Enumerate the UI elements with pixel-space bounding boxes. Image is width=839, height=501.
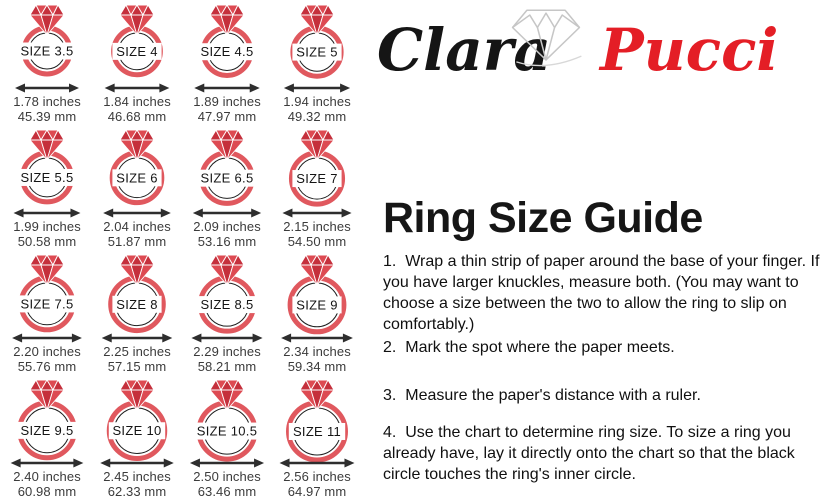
ring-measurements: [193, 344, 261, 374]
brand-word-pucci: Pucci: [600, 16, 779, 84]
ring-mm: 60.98 mm: [17, 484, 77, 499]
ring-mm: 63.46 mm: [197, 484, 257, 499]
diameter-arrow-icon: [282, 209, 351, 218]
ring-mm: 57.15 mm: [107, 359, 167, 374]
ring-graphic: [272, 2, 362, 94]
ring-measurements: [283, 344, 351, 374]
ring-mm: 51.87 mm: [107, 234, 167, 249]
ring-graphic: [272, 252, 362, 344]
ring-graphic: [92, 377, 182, 469]
instruction-step-3: 3. Measure the paper's distance with a ruler.: [383, 387, 701, 404]
diameter-arrow-icon: [193, 209, 261, 218]
ring-size-label: SIZE 8: [116, 296, 158, 312]
ring-cell: [272, 250, 362, 375]
ring-size-label: SIZE 5.5: [20, 169, 74, 185]
ring-mm: 49.32 mm: [287, 109, 347, 124]
ring-inches: 2.50 inches: [193, 469, 261, 484]
ring-cell: [92, 375, 182, 500]
ring-size-label: SIZE 8.5: [200, 297, 254, 313]
ring-size-label: SIZE 9.5: [20, 422, 74, 438]
ring-cell: [2, 375, 92, 500]
ring-inches: 2.45 inches: [103, 469, 171, 484]
ring-measurements: [13, 94, 81, 124]
ring-inches: 1.84 inches: [103, 94, 171, 109]
ring-graphic: [182, 377, 272, 469]
ring-cell: [182, 0, 272, 125]
ring-inches: 2.25 inches: [103, 344, 171, 359]
diameter-arrow-icon: [105, 84, 170, 93]
ring-measurements: [103, 94, 171, 124]
ring-graphic: [2, 377, 92, 469]
ring-size-label: SIZE 10: [112, 423, 162, 439]
diameter-arrow-icon: [281, 334, 353, 343]
ring-inches: 2.29 inches: [193, 344, 261, 359]
ring-cell: [2, 250, 92, 375]
right-panel: [375, 0, 837, 501]
ring-graphic: [182, 127, 272, 219]
ring-cell: [2, 125, 92, 250]
ring-cell: [92, 125, 182, 250]
diameter-arrow-icon: [12, 334, 82, 343]
ring-inches: 2.34 inches: [283, 344, 351, 359]
ring-inches: 1.78 inches: [13, 94, 81, 109]
ring-size-label: SIZE 6: [116, 170, 158, 186]
ring-graphic: [272, 127, 362, 219]
ring-mm: 47.97 mm: [197, 109, 257, 124]
diameter-arrow-icon: [102, 334, 173, 343]
ring-measurements: [103, 469, 171, 499]
ring-measurements: [103, 219, 171, 249]
ring-size-label: SIZE 3.5: [20, 43, 74, 59]
ring-cell: [182, 125, 272, 250]
instruction-step-4: 4. Use the chart to determine ring size. To size a ring you already have, lay it directly onto the chart so that the black circle touches the ring's inner circle.: [383, 424, 800, 483]
ring-size-label: SIZE 7.5: [20, 296, 74, 312]
ring-inches: 2.09 inches: [193, 219, 261, 234]
ring-mm: 62.33 mm: [107, 484, 167, 499]
ring-graphic: [2, 252, 92, 344]
page-title: Ring Size Guide: [383, 194, 703, 242]
diameter-arrow-icon: [284, 84, 350, 93]
diameter-arrow-icon: [103, 209, 171, 218]
ring-size-label: SIZE 9: [296, 297, 338, 313]
instruction-step-1: 1. Wrap a thin strip of paper around the base of your finger. If you have larger knuckles, measure both. (You may want to choose a size between the two to allow the ring to slip on comfortably.): [383, 253, 824, 333]
ring-cell: [182, 375, 272, 500]
ring-inches: 2.40 inches: [13, 469, 81, 484]
ring-cell: [92, 250, 182, 375]
ring-graphic: [272, 377, 362, 469]
ring-inches: 2.04 inches: [103, 219, 171, 234]
ring-size-label: SIZE 6.5: [200, 170, 254, 186]
ring-cell: [92, 0, 182, 125]
ring-mm: 46.68 mm: [107, 109, 167, 124]
ring-mm: 54.50 mm: [287, 234, 347, 249]
ring-mm: 55.76 mm: [17, 359, 77, 374]
diameter-arrow-icon: [191, 334, 262, 343]
diameter-arrow-icon: [14, 209, 81, 218]
ring-mm: 53.16 mm: [197, 234, 257, 249]
ring-inches: 2.20 inches: [13, 344, 81, 359]
ring-graphic: [92, 2, 182, 94]
ring-graphic: [2, 127, 92, 219]
ring-measurements: [13, 469, 81, 499]
ring-size-label: SIZE 5: [296, 44, 338, 60]
ring-graphic: [182, 2, 272, 94]
ring-mm: 45.39 mm: [17, 109, 77, 124]
ring-inches: 1.99 inches: [13, 219, 81, 234]
ring-graphic: [182, 252, 272, 344]
ring-graphic: [2, 2, 92, 94]
ring-mm: 59.34 mm: [287, 359, 347, 374]
ring-size-label: SIZE 4: [116, 43, 158, 59]
brand-word-clara: Clara: [377, 16, 551, 84]
ring-measurements: [283, 469, 351, 499]
ring-cell: [182, 250, 272, 375]
diameter-arrow-icon: [194, 84, 259, 93]
ring-mm: 58.21 mm: [197, 359, 257, 374]
brand-logo: [375, 6, 815, 106]
ring-measurements: [103, 344, 171, 374]
diameter-arrow-icon: [15, 84, 79, 93]
ring-measurements: [193, 219, 261, 249]
ring-size-label: SIZE 10.5: [196, 423, 258, 439]
ring-inches: 2.56 inches: [283, 469, 351, 484]
ring-mm: 64.97 mm: [287, 484, 347, 499]
ring-graphic: [92, 127, 182, 219]
instruction-step-2: 2. Mark the spot where the paper meets.: [383, 339, 675, 356]
ring-cell: [2, 0, 92, 125]
ring-cell: [272, 125, 362, 250]
ring-size-label: SIZE 7: [296, 171, 338, 187]
ring-measurements: [13, 219, 81, 249]
ring-size-chart: [2, 0, 370, 501]
ring-inches: 1.89 inches: [193, 94, 261, 109]
ring-inches: 2.15 inches: [283, 219, 351, 234]
ring-measurements: [283, 219, 351, 249]
ring-size-label: SIZE 4.5: [200, 44, 254, 60]
ring-measurements: [13, 344, 81, 374]
ring-cell: [272, 0, 362, 125]
ring-graphic: [92, 252, 182, 344]
diamond-outline-icon: [503, 6, 589, 70]
ring-inches: 1.94 inches: [283, 94, 351, 109]
ring-measurements: [283, 94, 351, 124]
ring-cell: [272, 375, 362, 500]
ring-size-label: SIZE 11: [292, 423, 342, 439]
ring-measurements: [193, 469, 261, 499]
ring-measurements: [193, 94, 261, 124]
ring-mm: 50.58 mm: [17, 234, 77, 249]
